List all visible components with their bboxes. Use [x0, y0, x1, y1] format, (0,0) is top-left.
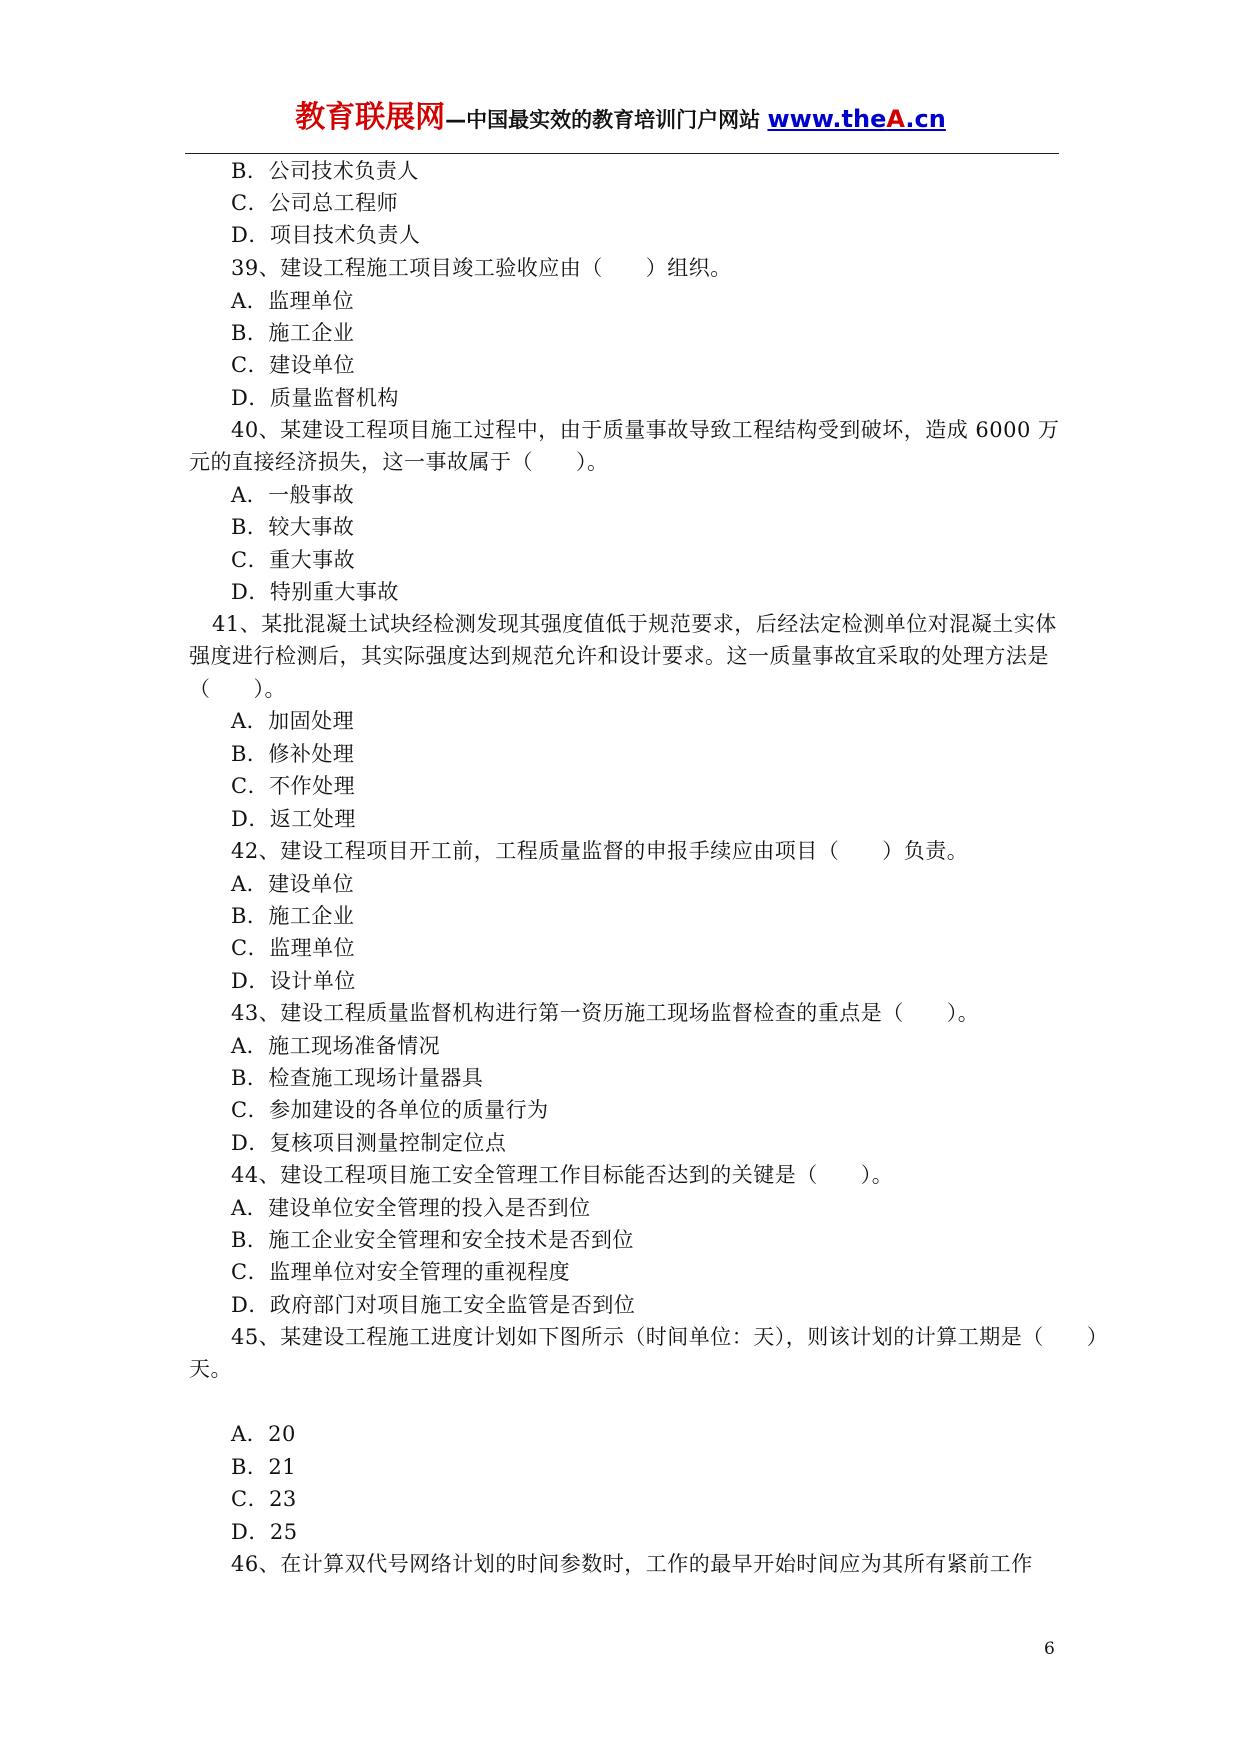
option-line: B．施工企业	[231, 904, 355, 928]
option-line: A．加固处理	[231, 709, 355, 733]
option-line: C．参加建设的各单位的质量行为	[231, 1098, 549, 1122]
option-line: C．不作处理	[231, 774, 356, 798]
option-line: B．较大事故	[231, 515, 355, 539]
header-divider	[185, 153, 1059, 154]
option-line: B．公司技术负责人	[231, 159, 419, 183]
option-line: C．建设单位	[231, 353, 356, 377]
option-line: B．21	[231, 1455, 297, 1479]
option-line: B．施工企业安全管理和安全技术是否到位	[231, 1228, 634, 1252]
question-42: 42、建设工程项目开工前，工程质量监督的申报手续应由项目（ ）负责。	[231, 839, 969, 863]
option-line: A．20	[231, 1422, 296, 1446]
url-part-3: .cn	[905, 105, 946, 133]
question-45: 45、某建设工程施工进度计划如下图所示（时间单位：天），则该计划的计算工期是（ ）	[231, 1325, 1109, 1349]
question-41-continued: 强度进行检测后，其实际强度达到规范允许和设计要求。这一质量事故宜采取的处理方法是	[189, 644, 1049, 668]
option-line: B．检查施工现场计量器具	[231, 1066, 484, 1090]
option-line: B．施工企业	[231, 321, 355, 345]
option-line: D．质量监督机构	[231, 386, 399, 410]
option-line: C．公司总工程师	[231, 191, 399, 215]
url-part-1: www.the	[767, 105, 887, 133]
question-41-continued: （ ）。	[189, 677, 286, 701]
option-line: A．建设单位安全管理的投入是否到位	[231, 1196, 591, 1220]
option-line: A．施工现场准备情况	[231, 1034, 441, 1058]
option-line: A．建设单位	[231, 872, 355, 896]
option-line: D．政府部门对项目施工安全监管是否到位	[231, 1293, 636, 1317]
option-line: B．修补处理	[231, 742, 355, 766]
option-line: D．项目技术负责人	[231, 223, 421, 247]
question-44: 44、建设工程项目施工安全管理工作目标能否达到的关键是（ ）。	[231, 1163, 894, 1187]
option-line: C．监理单位	[231, 936, 356, 960]
site-slogan: —中国最实效的教育培训门户网站	[445, 108, 768, 132]
option-line: A．一般事故	[231, 483, 355, 507]
option-line: A．监理单位	[231, 289, 355, 313]
page-header	[0, 92, 1241, 136]
question-40: 40、某建设工程项目施工过程中，由于质量事故导致工程结构受到破坏，造成 6000 万	[231, 418, 1060, 442]
question-41: 41、某批混凝土试块经检测发现其强度值低于规范要求，后经法定检测单位对混凝土实体	[212, 612, 1057, 636]
option-line: C．重大事故	[231, 548, 356, 572]
option-line: D．25	[231, 1520, 298, 1544]
option-line: D．设计单位	[231, 969, 356, 993]
site-url-link[interactable]	[767, 105, 945, 133]
option-line: D．特别重大事故	[231, 580, 399, 604]
question-46: 46、在计算双代号网络计划的时间参数时，工作的最早开始时间应为其所有紧前工作	[231, 1552, 1033, 1576]
site-brand: 教育联展网	[295, 100, 446, 135]
page-number: 6	[1044, 1639, 1055, 1659]
option-line: C．23	[231, 1487, 297, 1511]
question-40-continued: 元的直接经济损失，这一事故属于（ ）。	[189, 450, 609, 474]
question-39: 39、建设工程施工项目竣工验收应由（ ）组织。	[231, 256, 732, 280]
option-line: D．返工处理	[231, 807, 356, 831]
question-45-continued: 天。	[189, 1357, 232, 1381]
option-line: C．监理单位对安全管理的重视程度	[231, 1260, 571, 1284]
option-line: D．复核项目测量控制定位点	[231, 1131, 507, 1155]
url-part-2: A	[886, 105, 906, 133]
question-43: 43、建设工程质量监督机构进行第一资历施工现场监督检查的重点是（ ）。	[231, 1001, 980, 1025]
